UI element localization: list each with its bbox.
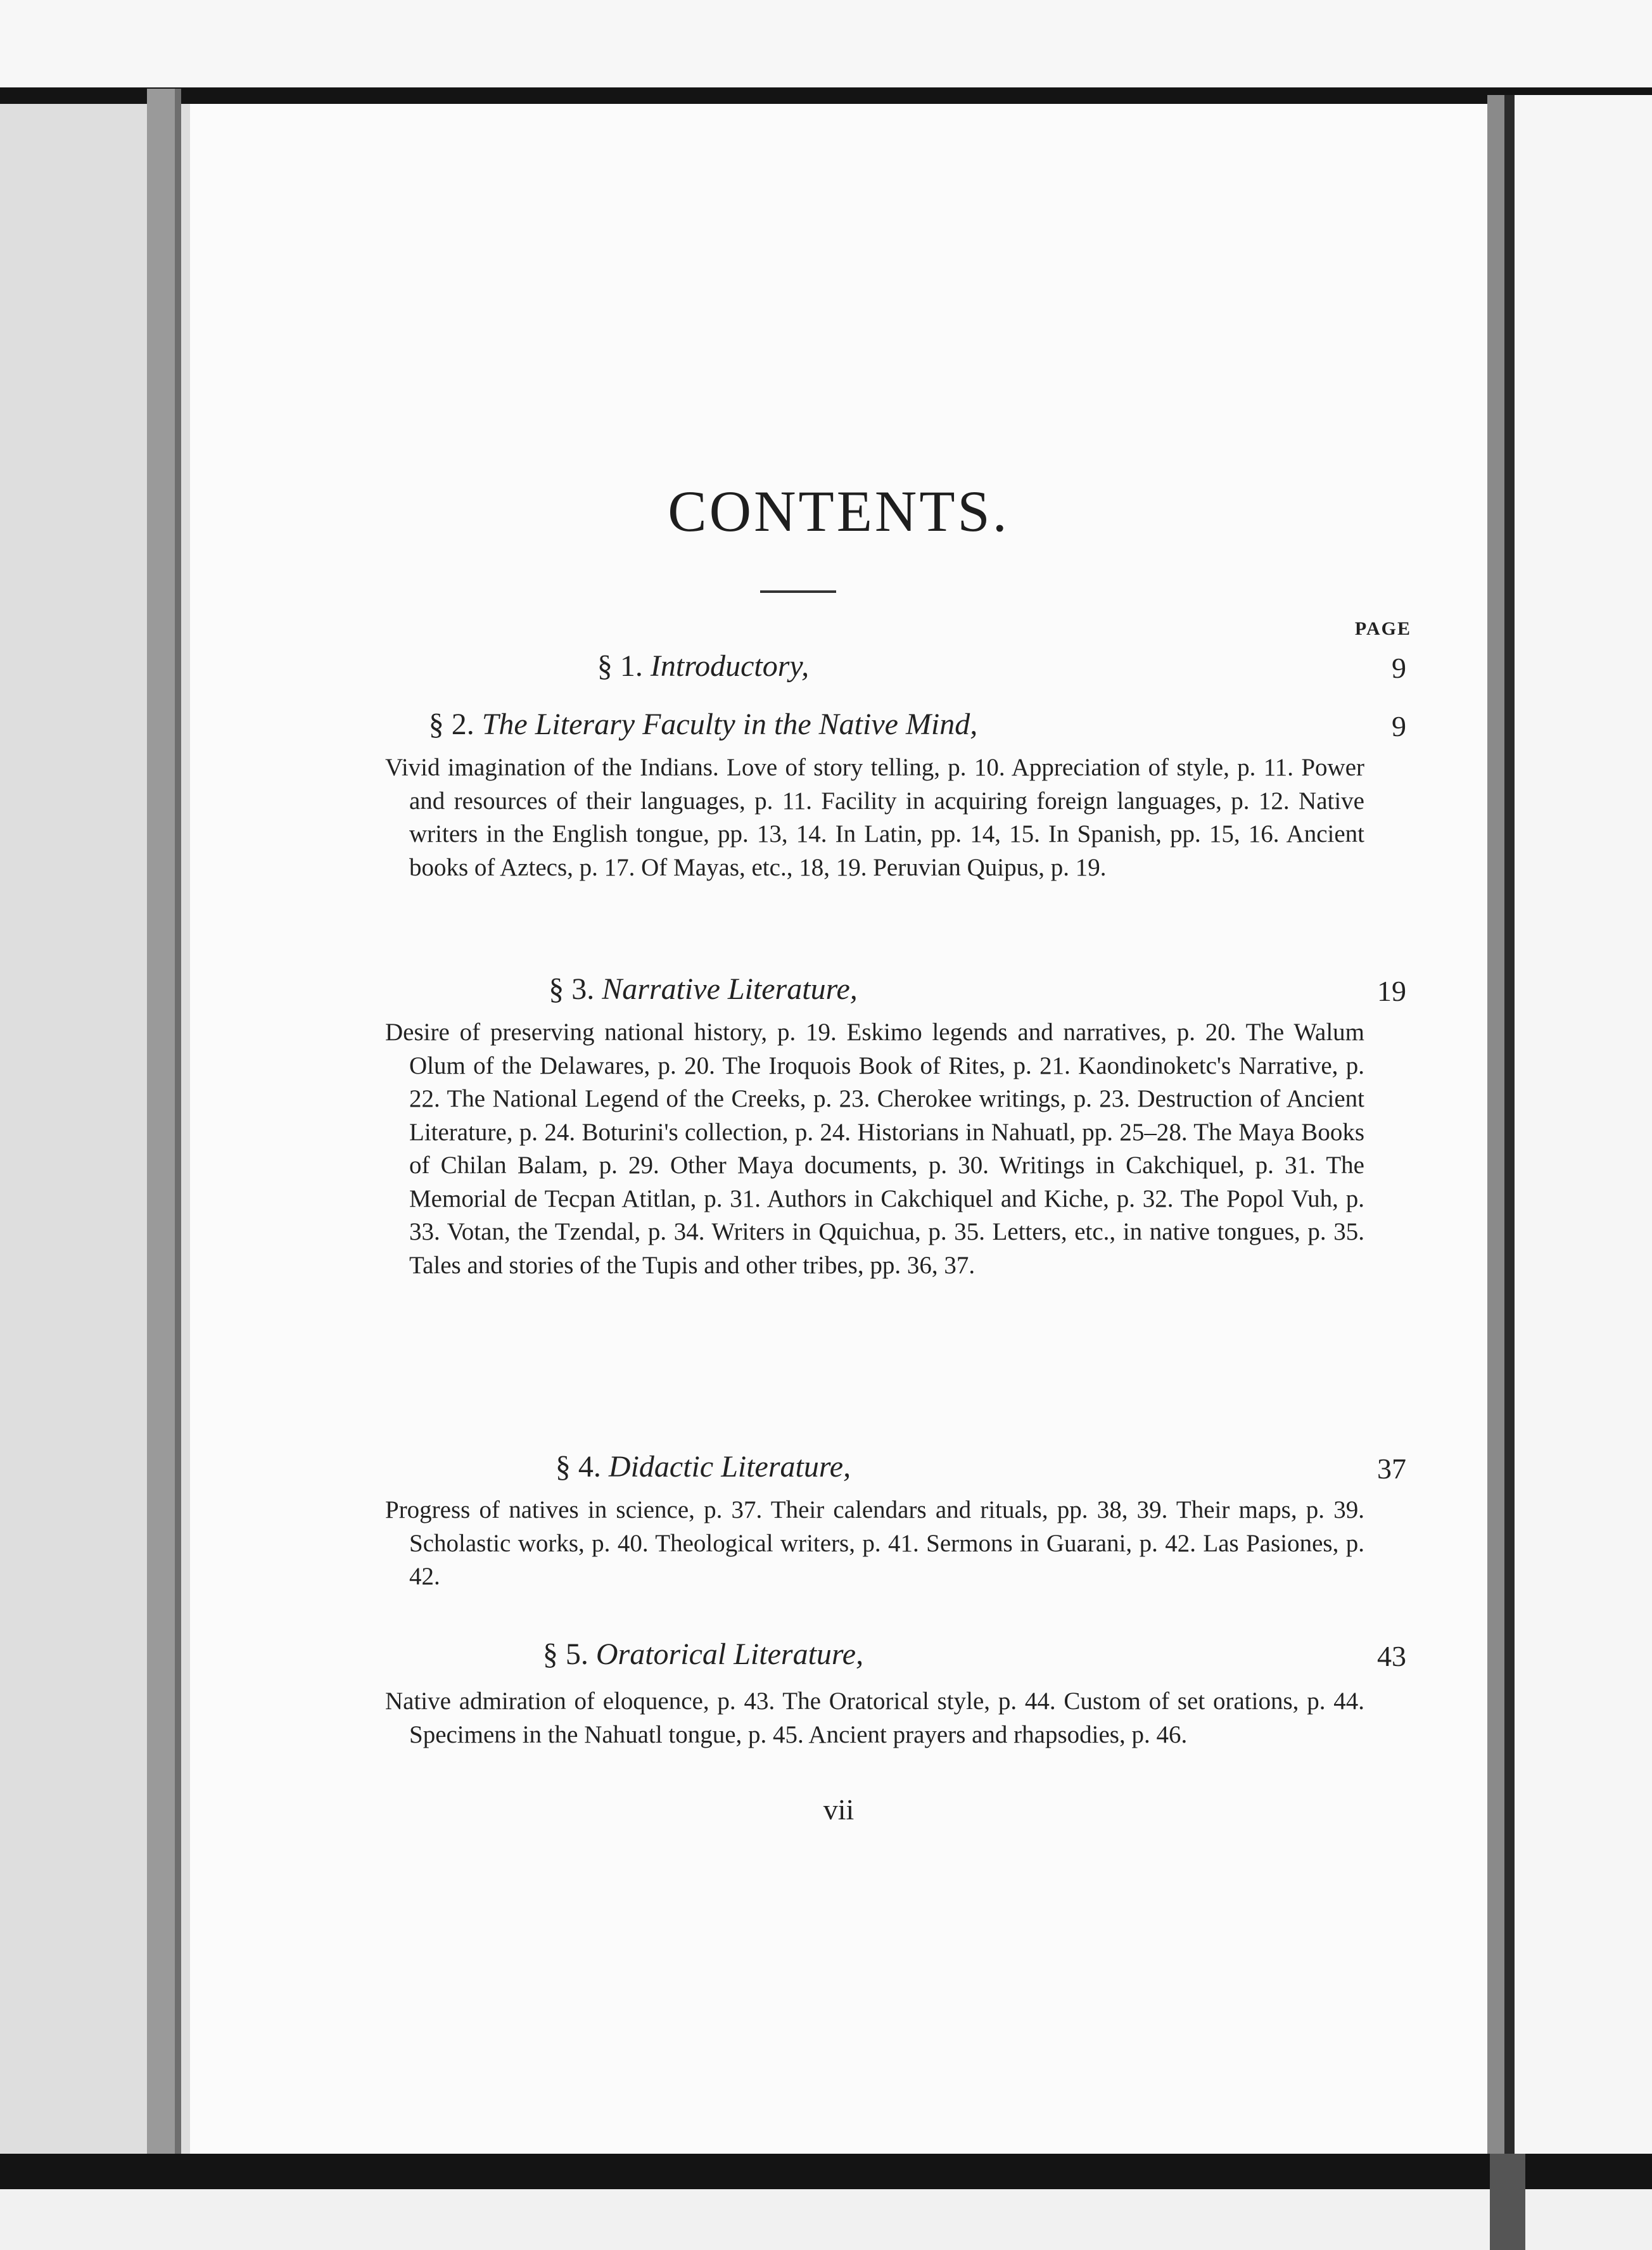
section-description: Vivid imagination of the Indians. Love of story telling, p. 10. Appreciation of style, p. 11. Power and resources of their languages, p. 11. Facility in acquiring foreign languages, p. 12. Native writers in the English tongue, pp. 13, 14. In Latin, pp. 14, 15. In Spanish, pp. 15, 16. Ancient books of Aztecs, p. 17. Of Mayas, etc., 18, 19. Peruvian Quipus, p. 19. bbox=[385, 754, 1364, 881]
section-name: Narrative Literature, bbox=[602, 972, 858, 1006]
section-symbol: § 1. bbox=[597, 649, 643, 683]
section-description: Progress of natives in science, p. 37. Their calendars and rituals, pp. 38, 39. Their maps, p. 39. Scholastic works, p. 40. Theological writers, p. 41. Sermons in Guarani, p. 42. Las Pasiones, p. 42. bbox=[385, 1496, 1364, 1590]
section-name: Introductory, bbox=[650, 649, 810, 683]
scan-right-strip bbox=[1487, 95, 1506, 2249]
section-page-number: 43 bbox=[1377, 1640, 1406, 1672]
section-page-number: 37 bbox=[1377, 1452, 1406, 1485]
page-column-label: PAGE bbox=[1354, 618, 1411, 639]
section-name: Oratorical Literature, bbox=[595, 1637, 864, 1671]
page-title: CONTENTS. bbox=[668, 479, 1010, 543]
section-symbol: § 4. bbox=[555, 1450, 601, 1484]
toc-heading bbox=[190, 707, 1216, 742]
toc-heading bbox=[190, 1637, 1216, 1672]
scan-top-bar bbox=[0, 87, 1652, 104]
scan-left-strip-edge bbox=[175, 89, 181, 2250]
scan-right-margin bbox=[1495, 95, 1652, 2154]
section-symbol: § 3. bbox=[549, 972, 595, 1006]
scan-right-strip-dark bbox=[1504, 95, 1515, 2249]
toc-heading bbox=[190, 649, 1216, 683]
toc-entry bbox=[190, 1637, 1487, 1681]
section-symbol: § 2. bbox=[428, 708, 474, 741]
toc-entry bbox=[190, 649, 1487, 693]
scan-bottom-margin bbox=[0, 2189, 1652, 2250]
toc-entry bbox=[190, 1449, 1487, 1494]
section-name: Didactic Literature, bbox=[608, 1450, 851, 1484]
scan-bottom-bar bbox=[0, 2154, 1652, 2189]
toc-heading bbox=[190, 1449, 1216, 1484]
section-description: Desire of preserving national history, p. 19. Eskimo legends and narratives, p. 20. The Walum Olum of the Delawares, p. 20. The Iroquois Book of Rites, p. 21. Kaondinoketc's Narrative, p. 22. The National Legend of the Creeks, p. 23. Cherokee writings, p. 23. Destruction of Ancient Literature, p. 24. Boturini's collection, p. 24. Historians in Nahuatl, pp. 25–28. The Maya Books of Chilan Balam, p. 29. Other Maya documents, p. 30. Writings in Cakchiquel, p. 31. The Memorial de Tecpan Atitlan, p. 31. Authors in Cakchiquel and Kiche, p. 32. The Popol Vuh, p. 33. Votan, the Tzendal, p. 34. Writers in Qquichua, p. 35. Letters, etc., in native tongues, p. 35. Tales and stories of the Tupis and other tribes, pp. 36, 37. bbox=[385, 1019, 1364, 1279]
page-folio: vii bbox=[823, 1793, 855, 1826]
book-page bbox=[190, 104, 1487, 2154]
toc-entry bbox=[190, 707, 1487, 751]
section-symbol: § 5. bbox=[542, 1637, 588, 1671]
scan-left-strip bbox=[147, 89, 177, 2250]
toc-entry bbox=[190, 972, 1487, 1016]
section-page-number: 19 bbox=[1377, 975, 1406, 1007]
section-page-number: 9 bbox=[1392, 710, 1406, 742]
title-rule bbox=[760, 590, 836, 593]
section-description: Native admiration of eloquence, p. 43. The Oratorical style, p. 44. Custom of set orations, p. 44. Specimens in the Nahuatl tongue, p. 45. Ancient prayers and rhapsodies, p. 46. bbox=[385, 1688, 1364, 1748]
scan-right-bottom-strip bbox=[1490, 2154, 1525, 2250]
section-name: The Literary Faculty in the Native Mind, bbox=[481, 708, 978, 741]
section-page-number: 9 bbox=[1392, 652, 1406, 684]
toc-heading bbox=[190, 972, 1216, 1007]
scan-top-margin bbox=[0, 0, 1652, 95]
